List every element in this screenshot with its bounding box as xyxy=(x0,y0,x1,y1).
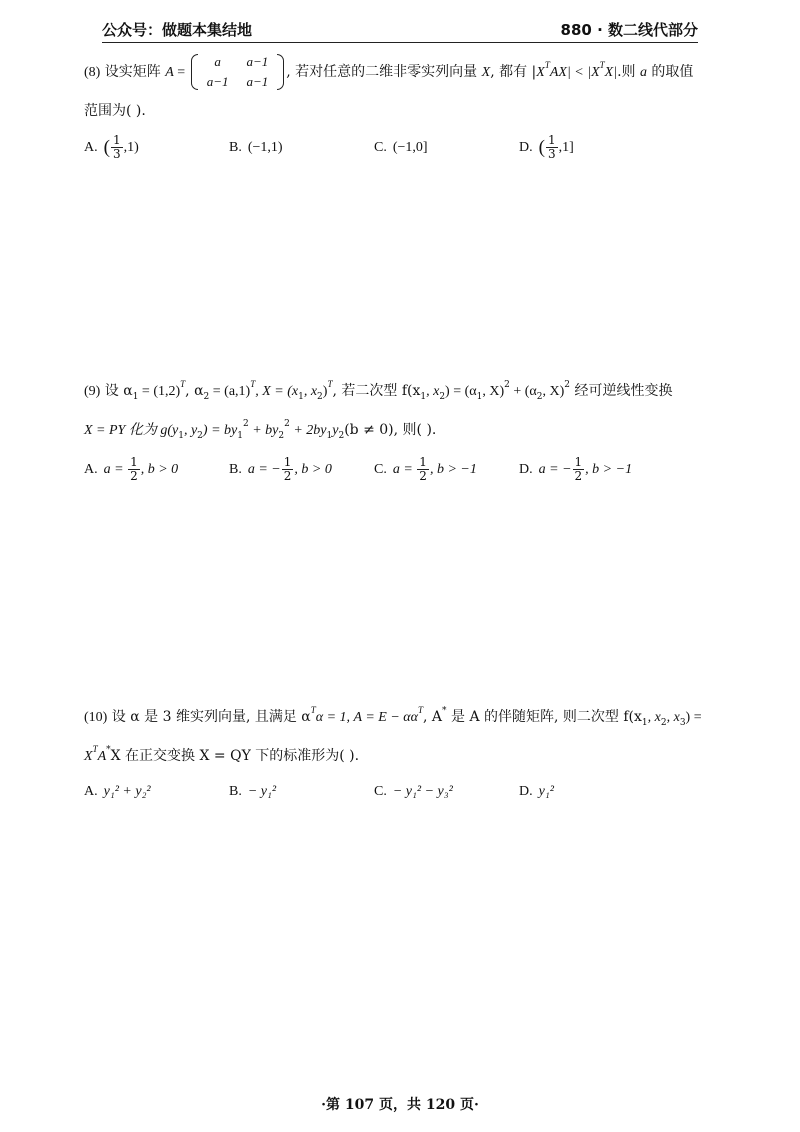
option-a[interactable]: A. y₁² + y₂² xyxy=(84,784,151,799)
option-d[interactable]: D. y₁² xyxy=(519,784,554,799)
question-10-stem-line2: $X^TA^*X$ 在正交变换 X = QY 下的标准形为( ). xyxy=(84,744,360,764)
question-9-stem: (9) 设 $\alpha_1 = (1,2)^T$, $\alpha_2 = (a,1)^T$, $X = (x_1$, $x_2)^T$, 若二次型 $f(x_1$, $x_2) = (\alpha_1$, $X)^2 + (\alpha_2$, X)$^2$ 经可逆线性变换 xyxy=(84,379,673,402)
question-9-stem-line2: X = PY 化为 $g(y_1$, $y_2) = by_1^2 + by_2^2 + 2by_1y_2(b \ne 0)$, 则( ). xyxy=(84,419,437,441)
question-10-stem: (10) 设 α 是 3 维实列向量, 且满足 $\alpha^T\alpha = 1$, $A = E - \alpha\alpha^T$, A* 是 A 的伴随矩阵, 则二次型 $f(x_1$, $x_2$, $x_3$) = xyxy=(84,705,702,728)
header-left: 公众号：做题本集结地 xyxy=(102,21,253,39)
question-8 xyxy=(84,52,714,163)
option-c[interactable]: C. − y₁² − y₃² xyxy=(374,784,453,799)
option-b[interactable]: B. a = − $\frac{1}{2}$ , b > 0 xyxy=(229,454,332,483)
question-9-options xyxy=(84,454,714,485)
page-footer: ·第 107 页，共 120 页· xyxy=(321,1097,479,1113)
page-header xyxy=(102,14,698,43)
option-a[interactable]: A. a = $\frac{1}{2}$ , b > 0 xyxy=(84,454,179,483)
option-c[interactable]: C. a = $\frac{1}{2}$ , b > −1 xyxy=(374,454,477,483)
header-right: 880 · 数二线代部分 xyxy=(560,21,698,39)
question-10 xyxy=(84,698,714,807)
question-8-stem-line2: 范围为( ). xyxy=(84,103,146,119)
option-a[interactable]: A. ( $\frac{1}{3}$ ,1) xyxy=(84,132,139,161)
option-c[interactable]: C. (−1,0] xyxy=(374,140,428,155)
option-b[interactable]: B. (−1,1) xyxy=(229,140,283,155)
question-9 xyxy=(84,372,714,485)
option-d[interactable]: D. a = − $\frac{1}{2}$ , b > −1 xyxy=(519,454,633,483)
question-10-options xyxy=(84,776,714,807)
option-d[interactable]: D. ( $\frac{1}{3}$ ,1] xyxy=(519,132,574,161)
question-8-options xyxy=(84,132,714,163)
question-8-stem: (8) 设实矩阵 A = a a−1 a−1 a−1 , 若对任意的二维非零实列向量 X, 都有 $|X^TAX| < |X^TX|$.则 a 的取值 xyxy=(84,52,714,92)
option-b[interactable]: B. − y₁² xyxy=(229,784,277,799)
matrix-A: a a−1 a−1 a−1 xyxy=(191,52,285,92)
